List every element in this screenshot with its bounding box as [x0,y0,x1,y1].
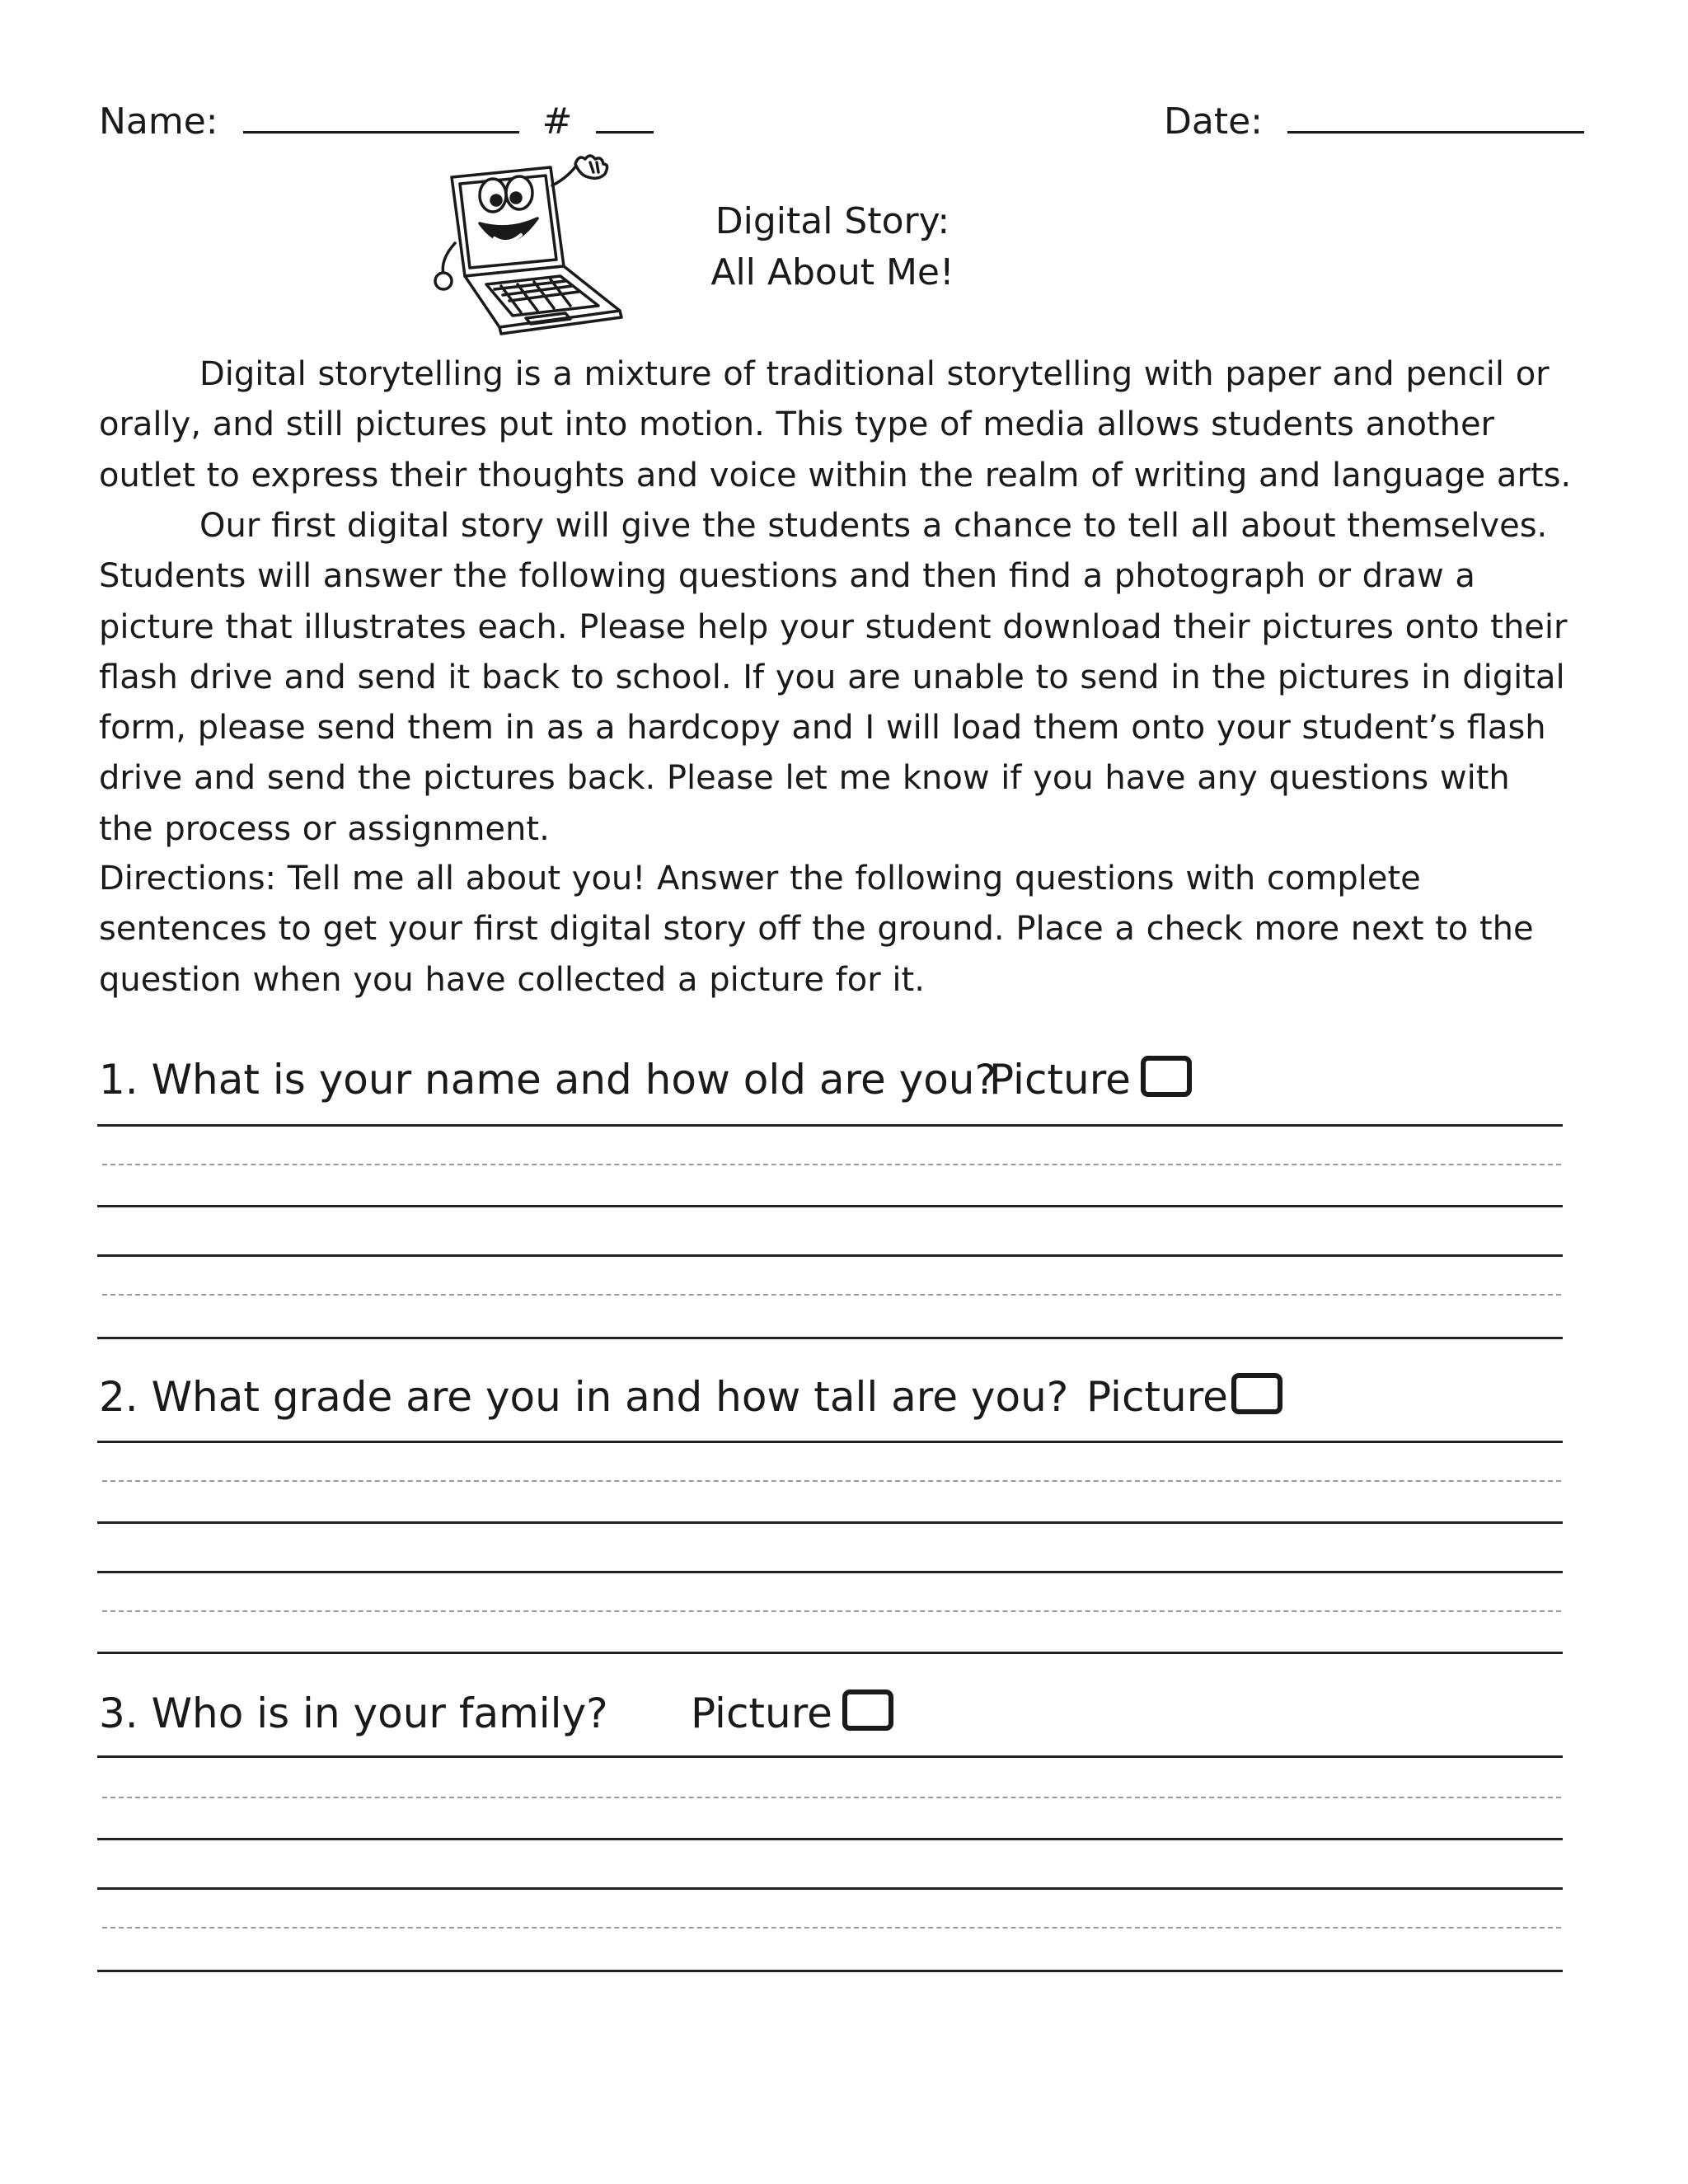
answer-line[interactable] [97,1571,1563,1573]
directions-paragraph: Directions: Tell me all about you! Answer the following questions with complete sentences to get your first digital story off the ground. Place a check more next to the question when you have collected a picture for it. [99,860,1534,999]
question-1-text: 1. What is your name and how old are you? [99,1056,997,1104]
intro-paragraph: Digital storytelling is a mixture of traditional storytelling with paper and pencil or orally, and still pictures put into motion. This type of media allows students another outlet to express their thoughts and voice within the realm of writing and language arts. [99,355,1572,494]
picture-label: Picture [691,1690,832,1737]
date-row [1164,97,1584,147]
answer-line[interactable] [97,1970,1563,1972]
title-line-1: Digital Story: [715,200,950,242]
title-line-2: All About Me! [710,251,954,293]
answer-guide-line [102,1927,1561,1929]
date-blank[interactable] [1287,98,1584,134]
question-1-picture [989,1051,1192,1108]
number-blank[interactable] [596,98,654,134]
question-1 [99,1051,996,1108]
question-3-picture-checkbox[interactable] [842,1690,893,1731]
answer-line[interactable] [97,1441,1563,1443]
question-2-picture-checkbox[interactable] [1231,1373,1282,1414]
question-3 [99,1685,608,1742]
answer-line[interactable] [97,1337,1563,1339]
name-blank[interactable] [243,98,519,134]
answer-line[interactable] [97,1887,1563,1890]
answer-guide-line [102,1610,1561,1612]
laptop-mascot-icon [429,152,635,338]
question-2-picture [1086,1368,1282,1426]
picture-label: Picture [1086,1373,1228,1421]
answer-guide-line [102,1797,1561,1798]
assignment-paragraph: Our first digital story will give the students a chance to tell all about themselves. Students will answer the following questions and then find a photograph or draw a picture that illustrates each. Please help your student download their pictures onto their flash drive and send it back to school. If you are unable to send in the pictures in digital form, please send them in as a hardcopy and I will load them onto your student’s flash drive and send the pictures back. Please let me know if you have any questions with the process or assignment. [99,507,1568,848]
answer-line[interactable] [97,1838,1563,1840]
question-1-picture-checkbox[interactable] [1141,1056,1192,1097]
question-3-picture [691,1685,893,1742]
answer-line[interactable] [97,1521,1563,1524]
answer-line[interactable] [97,1124,1563,1127]
name-label: Name: [99,101,218,143]
question-3-text: 3. Who is in your family? [99,1690,608,1737]
answer-guide-line [102,1164,1561,1165]
answer-line[interactable] [97,1755,1563,1758]
answer-line[interactable] [97,1652,1563,1654]
date-label: Date: [1164,101,1263,143]
answer-guide-line [102,1294,1561,1296]
number-label: # [542,101,573,143]
question-2-text: 2. What grade are you in and how tall are you? [99,1373,1069,1421]
name-number-row [99,97,654,147]
worksheet-title [676,196,989,298]
answer-line[interactable] [97,1254,1563,1257]
picture-label: Picture [989,1056,1131,1104]
question-2 [99,1368,1068,1426]
answer-line[interactable] [97,1205,1563,1207]
answer-guide-line [102,1480,1561,1482]
